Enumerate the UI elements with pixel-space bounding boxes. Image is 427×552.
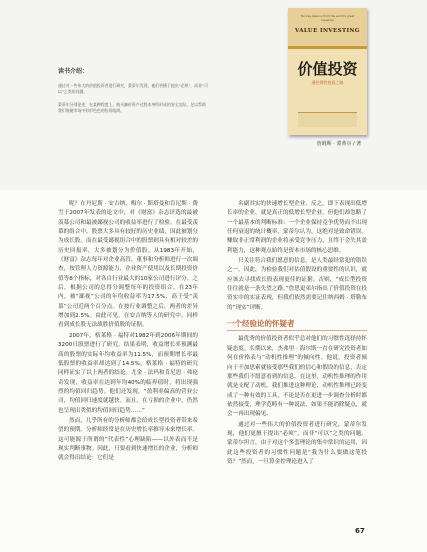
body-paragraph: 最优秀的价值投资者似乎总对他们的习惯性选择持怀疑态度。长期以来，杰弗里 · 海尔斯一直在研究投资者如何在价格表与“动机性推理”的倾向性。他说，投资者倾向于不加思索就接受那些我们的信心和假设的信息，否定那些我们不愿意看到的信息。在这里，动机性推理的作用就是支配了动机。我们推进这种理论，动机性推理已经变成了一种有效的工具，不论是否在更进一步调查分析时都依然接受，理学范畴有一种说法，如果不能消除疑点，就会一再出现偏见。 <box>227 336 367 418</box>
page-number: 67 <box>355 527 365 535</box>
sidebar-title: 读书介绍： <box>58 68 89 75</box>
book-cover <box>288 8 367 135</box>
section-heading <box>227 319 367 331</box>
book-english-title: VALUE INVESTING <box>295 28 360 34</box>
book-top-text: Ten key lessons from the world's great investors <box>300 14 355 22</box>
book-subtitle: 通往理性投资之路 <box>311 80 344 85</box>
section-heading-text: 一个经验论的怀疑者 <box>227 319 295 329</box>
book-caption: 詹姆斯 · 蒙蒂尔 / 著 <box>316 141 362 147</box>
body-paragraph: 然而，几乎所有的分析师都会给成长型投资者带来希望的预期。分析师经常是在历史增长率推导未来增长率。这可能源于所谓的“代表性”心理缺陷——以外表而不是现实判断事物。因此，只要看到快速增长的企业，分析师就会得出结论：它们是 <box>58 417 198 462</box>
sidebar-paragraph: 蒙蒂尔分别论述，在某种程度上，购买廉价资产过程本身所形成的安全边际。足以帮助我们规避市场中形形色色的投资陷阱。 <box>58 101 206 114</box>
book-cover-footer <box>298 112 357 127</box>
body-paragraph: 只关注符合我们愿意的信息，是人类最经常犯的错误之一。因此，为检验我们对估值假设的重要性的认识，就应该去寻找成长股表现更佳的证据。否则，“成长型投资往往就是一条失望之路。”詹思更弟尔指出了价值投资在投资实中的实证表现，但我们依然需要记住纳西姆 · 塔勒布的“现实”评断。 <box>227 258 367 311</box>
section-divider <box>227 330 367 331</box>
intro-sidebar <box>58 66 208 121</box>
body-paragraph: 通过对一些伟大的价值投资者进行研究，蒙蒂尔发现，他们更擅于提出“必须”，而非“可以”之类的问题。蒙蒂尔坦言，由于对这个多套理论的集中常识的运用，因此这些投资者的习惯性问题是“我为什么要做这笔投资？”然而，一旦算金控理论进入了 <box>227 421 367 465</box>
right-column <box>227 200 367 467</box>
sidebar-paragraph: 通过对一些伟大的价值投资者进行研究，蒙蒂尔发现，他们更擅于提出“必须”，而非“可以”之类的问题。 <box>58 83 208 95</box>
book-cover-ribbon <box>288 46 367 49</box>
body-paragraph: 名副其实的快速增长型企业，反之，即下表现出低增长率的企业，就是真正的低增长型企业。但他们却忽略了一个最基本的判断标准：一个企业保持竞争优势而不出现任何衰退的统计概率，蒙蒂尔认为，这绝对是致命错误。赚取非正常利润的企业将承受竞争压力，且终于会失其盈利能力，这种观点始终是资本市场的核心思维。 <box>227 201 367 254</box>
left-column <box>58 200 198 464</box>
body-paragraph: 2007年，格莱格 · 福特对1982年到2006年期间的3200只股票进行了研究，结果表明，收益增长率预测最高的股票的实际年均收益率为11.5%，而预期增长率最低股票的收益率却达到了14.5%。格莱格 · 福特的研究同样证实了以上两者的结论。尤金 · 法玛和肯尼思 · 弗伦奇发现，收益率在达到年均40%的临界值时，将出现强烈的均值回归趋势。他们还发现，“盈利率偏高的营业公司，均值回归速度就越快。而且，在亏损的企业中，仍然也呈现出类似的均值回归趋势……” <box>58 332 198 414</box>
book-chinese-title: 价值投资 <box>297 60 358 78</box>
body-paragraph: 呢？在丹尼斯 · 安吉纳、梅尔 · 斯塔曼和肯尼斯 · 费雪于2007年发表的论文中，对《财富》杂志评选的最被羡慕公司和最被鄙视公司的收益率进行了检验。在最受羡慕的组合中，股票大多具有较好的历史业绩，因此被划分为成长股。而在最受鄙视组合中的股票则具有相对较差的历史回报率，大多被划分为价值股。从1983年开始，《财富》杂志每年对企业高管、董事和分析师进行一次调查，按管理人力资源能力、企业资产使用以及长期投资价值等8个指标，对各自行业最大的10家公司进行评分。之后，根据公司的总得分调整每年的投资组合。在23年内，被“鄙视”公司的年均收益率为17.5%，高于受“羡慕”公司近两个百分点。在按行业调整之后，两者的差异增加到2.5%。由此可见，在安吉纳等人的研究中，同样看到成长股无法战胜价值股的证据。 <box>58 201 198 329</box>
